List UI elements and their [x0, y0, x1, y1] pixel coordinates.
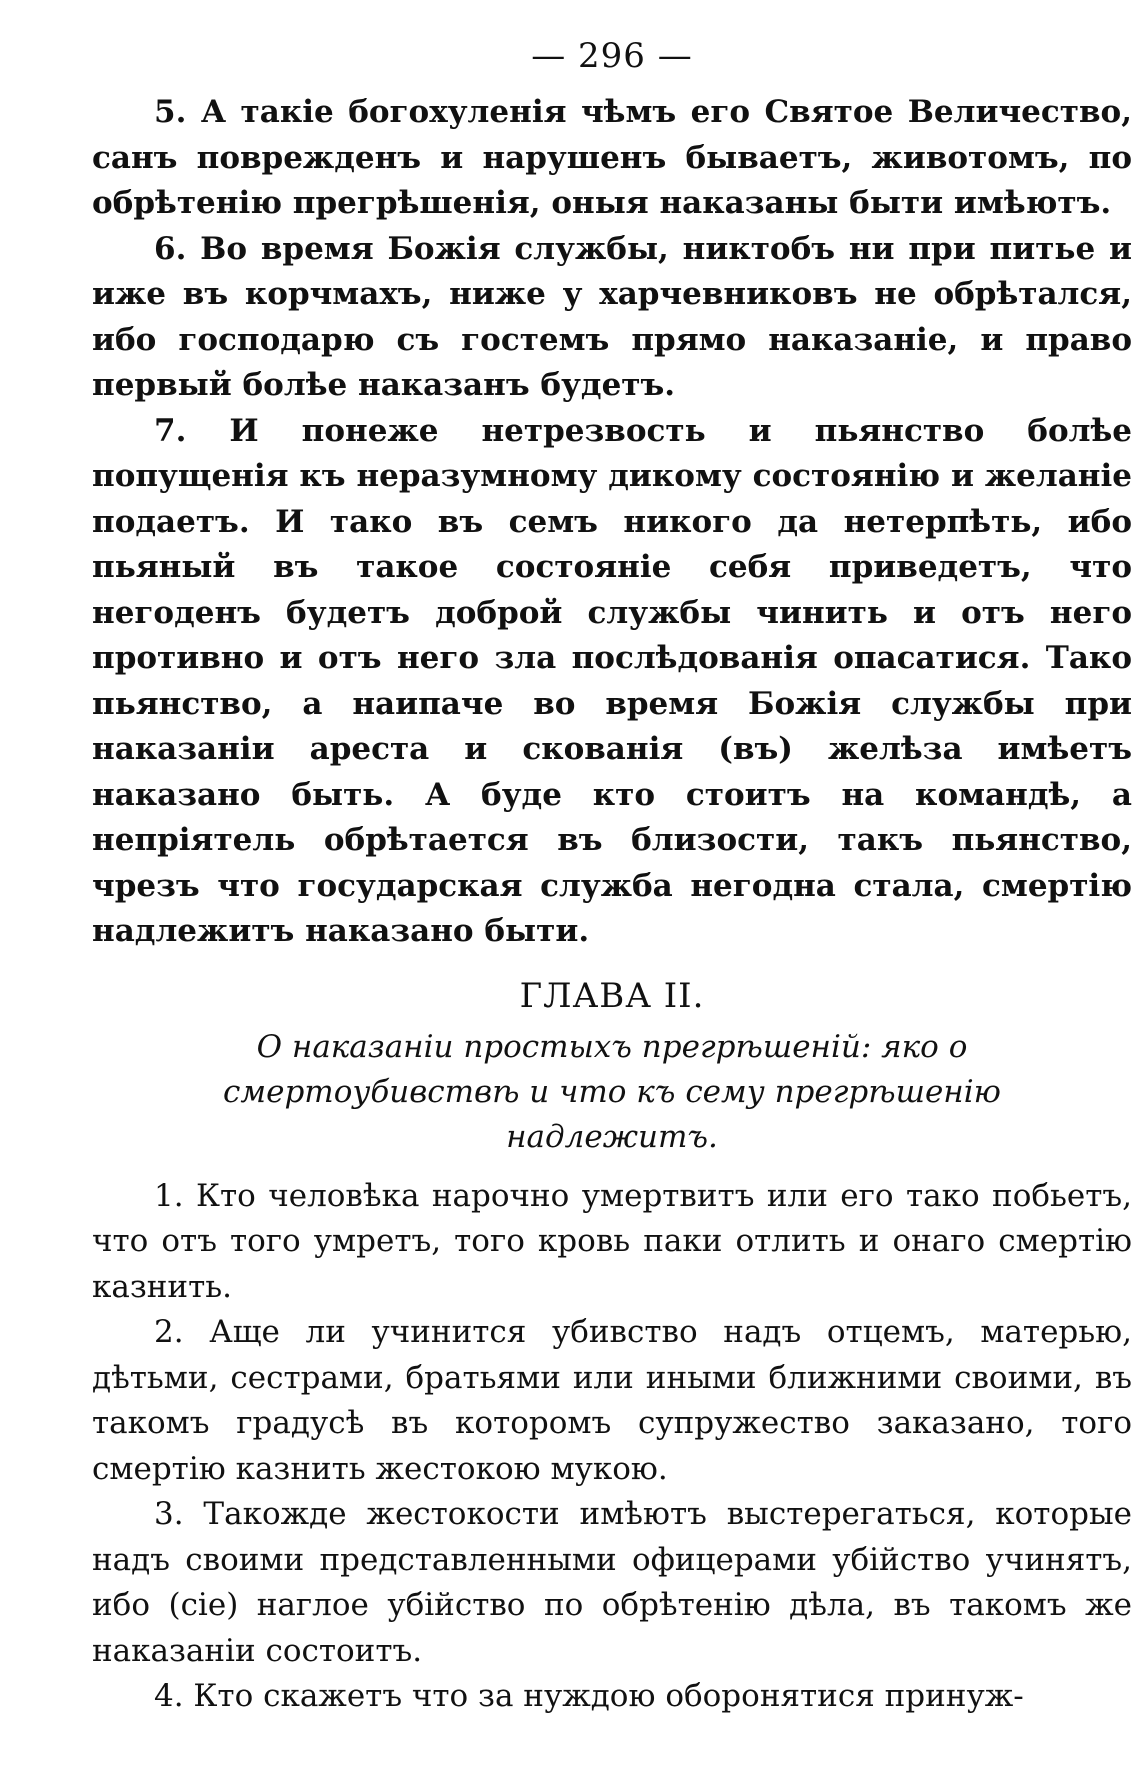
chapter-paragraph-4: 4. Кто скажетъ что за нуждою оборонятися принуж- — [154, 1678, 1024, 1714]
chapter-title: ГЛАВА II. — [519, 975, 705, 1016]
paragraph-7: 7. И понеже нетрезвость и пьянство болѣе попущенія къ неразумному дикому состоянію и желаніе подаетъ. И тако въ семъ никого да нетерпѣть, ибо пьяный въ такое состояніе себя приведетъ, что негоденъ будетъ доброй службы чинить и отъ него противно и отъ него зла послѣдованія опасатися. Тако пьянство, а наипаче во время Божія службы при наказаніи ареста и скованія (въ) желѣза имѣетъ наказано быть. А буде кто стоитъ на командѣ, а непріятель обрѣтается въ близости, такъ пьянство, чрезъ что государская служба негодна стала, смертію надлежитъ наказано быти. — [92, 412, 1132, 949]
chapter-paragraph-2: 2. Аще ли учинится убивство надъ отцемъ, матерью, дѣтьми, сестрами, братьями или иными ближними своими, въ такомъ градусѣ въ которомъ супружество заказано, того смертію казнить жестокою мукою. — [92, 1314, 1132, 1487]
chapter-subtitle: О наказаніи простыхъ прегрѣшеній: яко о смертоубивствѣ и что къ сему прегрѣшенію надлежитъ. — [223, 1028, 1001, 1155]
chapter-paragraph-1: 1. Кто человѣка нарочно умертвитъ или его тако побьетъ, что отъ того умретъ, того кровь паки отлить и онаго смертію казнить. — [92, 1177, 1132, 1305]
paragraph-5: 5. А такіе богохуленія чѣмъ его Святое Величество, санъ поврежденъ и нарушенъ бываетъ, животомъ, по обрѣтенію прегрѣшенія, оныя наказаны быти имѣютъ. — [92, 94, 1132, 221]
document-page — [92, 30, 1132, 1720]
page-number: — 296 — — [531, 36, 693, 76]
paragraph-6: 6. Во время Божія службы, никтобъ ни при питье и иже въ корчмахъ, ниже у харчевниковъ не обрѣтался, ибо господарю съ гостемъ прямо наказаніе, и право первый болѣе наказанъ будетъ. — [92, 230, 1132, 403]
chapter-paragraph-3: 3. Такожде жестокости имѣютъ выстерегаться, которые надъ своими представленными офицерами убійство учинятъ, ибо (сіе) наглое убійство по обрѣтенію дѣла, въ такомъ же наказаніи состоитъ. — [92, 1496, 1132, 1669]
